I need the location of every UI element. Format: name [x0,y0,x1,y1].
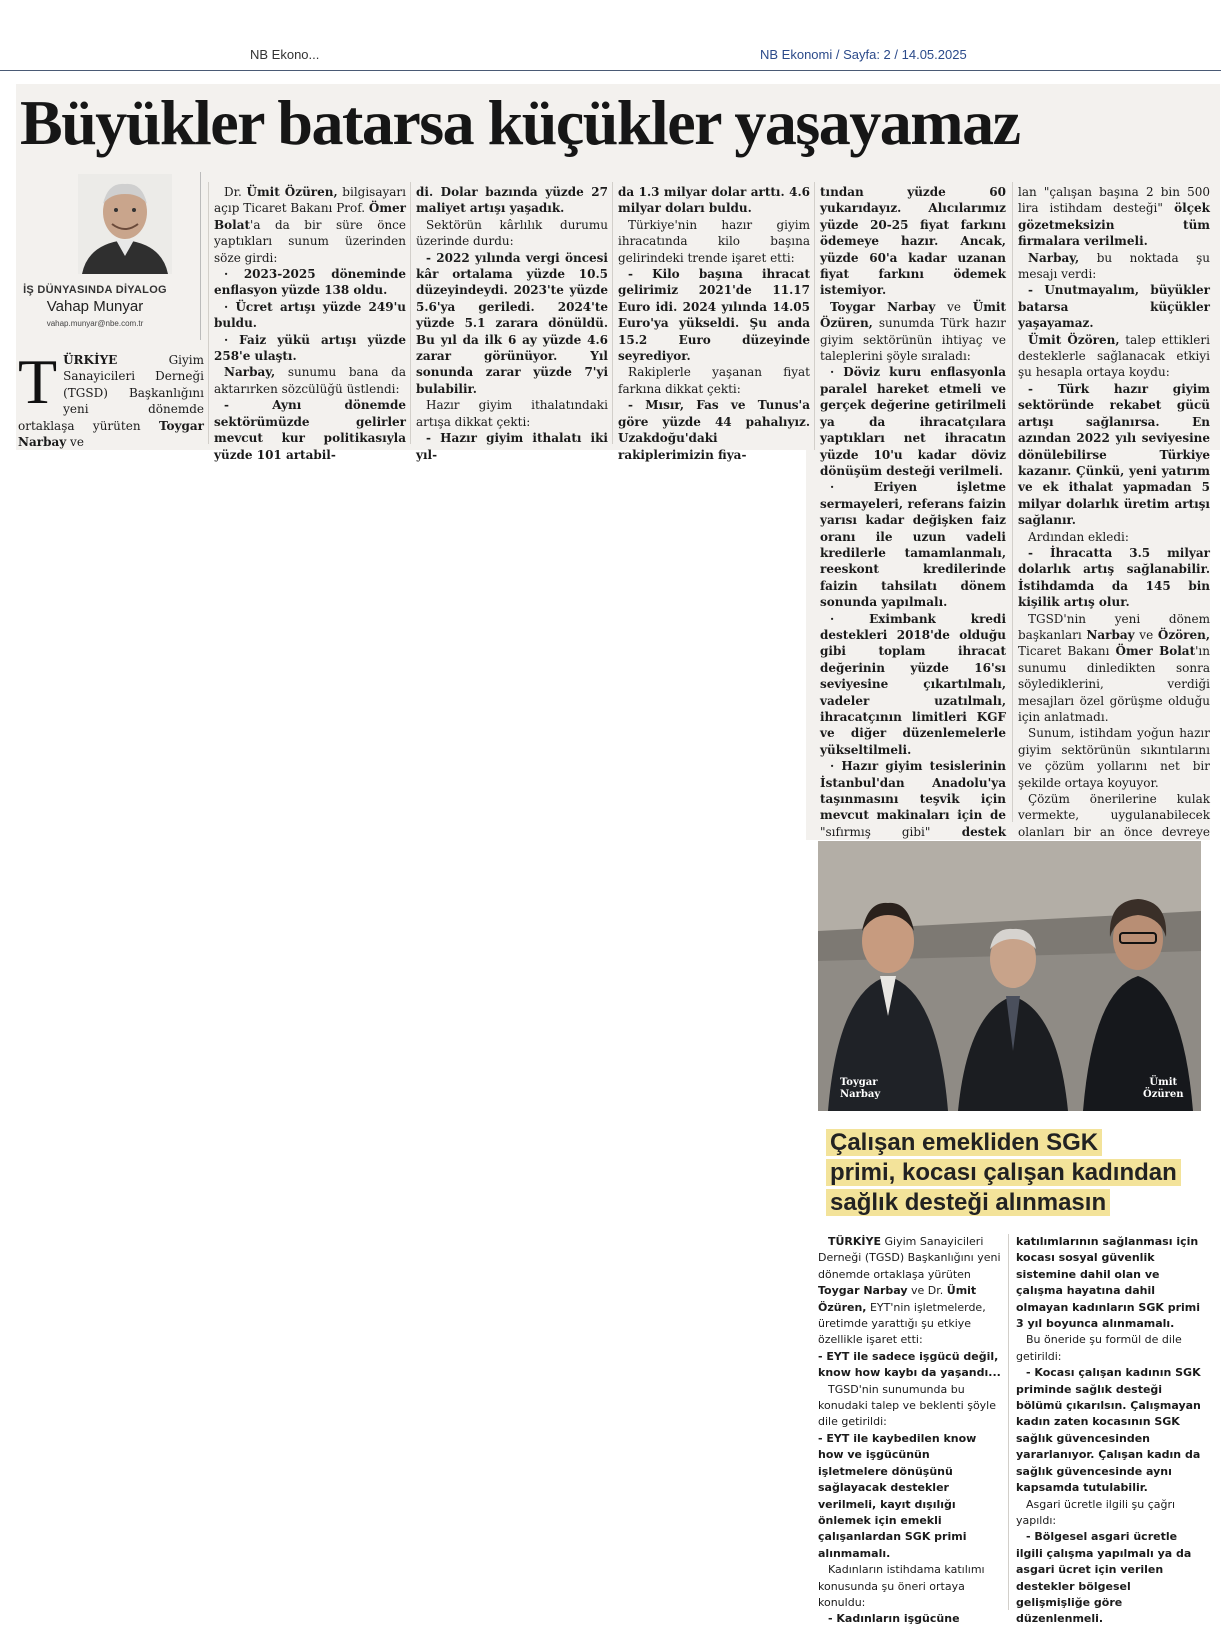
paragraph: di. Dolar bazında yüzde 27 maliyet artışı yaşadık. [416,185,608,216]
paragraph: Hazır giyim ithalatındaki artışa dikkat çekti: [416,398,608,429]
article-column-3 [416,184,608,462]
author-portrait [78,174,172,274]
paragraph: TÜRKİYE Giyim Sanayicileri Derneği (TGSD) Başkanlığını yeni dönemde ortaklaşa yürüten Toygar Narbay ve Dr. Ümit Özüren, EYT'nin işletmelerde, üretimde yarattığı şu etkiye özellikle işaret etti: [818,1235,1001,1347]
box-column-right [1016,1234,1206,1626]
paragraph: Sunum, istihdam yoğun hazır giyim sektörünün sıkıntılarını ve çözüm yollarını net bir şekilde ortaya koyuyor. [1018,726,1210,790]
paragraph: Dr. Ümit Özüren, bilgisayarı açıp Ticaret Bakanı Prof. Ömer Bolat'a da bir süre önce yaptıkları sunum üzerinden söze girdi: [214,185,407,265]
article-headline: Büyükler batarsa küçükler yaşayamaz [20,87,1020,158]
column-divider [1008,1234,1009,1610]
column-divider [1012,182,1013,822]
box-headline: Çalışan emekliden SGK primi, kocası çalışan kadından sağlık desteği alınmasın [826,1128,1206,1218]
paragraph: · Döviz kuru enflasyonla paralel hareket etmeli ve gerçek değerine getirilmeli ya da ihracatçılara yaptıkları net ihracatın yüzde 10'u kadar döviz dönüşüm desteği verilmeli. [820,365,1006,478]
paragraph: Asgari ücretle ilgili şu çağrı yapıldı: [1016,1497,1176,1527]
header-source-short: NB Ekono... [250,47,320,62]
paragraph: - Kadınların işgücüne [828,1612,960,1626]
paragraph: · Eriyen işletme sermayeleri, referans faizin yarısı kadar değişken faiz oranı ile uzun vadeli kredilerle tamamlanmalı, reeskont kredilerinde faizin tahsilatı dönem sonunda yapılmalı. [820,480,1006,610]
article-column-2 [214,184,407,462]
paragraph: katılımlarının sağlanması için kocası sosyal güvenlik sistemine dahil olan ve çalışma hayatına dahil olmayan kadınların SGK primi 3 yıl boyunca alınmamalı. [1016,1235,1200,1331]
page-header [0,0,1221,71]
paragraph: Narbay, bu noktada şu mesajı verdi: [1018,250,1210,282]
photo-caption-right: Ümit Özüren [1143,1077,1184,1100]
paragraph: - İhracatta 3.5 milyar dolarlık artış sağlanabilir. İstihdamda da 145 bin kişilik artış olur. [1018,545,1210,610]
paragraph: - Kocası çalışan kadının SGK priminde sağlık desteği bölümü çıkarılsın. Çalışmayan kadın zaten kocasının SGK sağlık güvencesinden yararlanıyor. Çalışan kadın da sağlık güvencesinde aynı kapsamda tutulabilir. [1016,1366,1201,1495]
author-box [20,172,201,340]
paragraph: - Hazır giyim ithalatı iki yıl- [416,431,608,462]
article-column-5 [820,184,1007,839]
news-photo [818,841,1201,1111]
paragraph: da 1.3 milyar dolar arttı. 4.6 milyar doları buldu. [618,185,810,216]
paragraph: - Bölgesel asgari ücretle ilgili çalışma yapılmalı ya da asgari ücret için verilen destekler bölgesel gelişmişliğe göre düzenlenmeli. [1016,1530,1192,1626]
paragraph: Ümit Özören, talep ettikleri desteklerle sağlanacak etkiyi şu hesapla ortaya koydu: [1018,332,1210,380]
paragraph: · Eximbank kredi destekleri 2018'de olduğu gibi toplam ihracat değerinin yüzde 16'sı seviyesine çıkartılmalı, vadeler uzatılmalı, ihracatçının limitleri KGF ve diğer düzenlemelerle yükseltilmeli. [820,611,1006,757]
paragraph: lan "çalışan başına 2 bin 500 lira istihdam desteği" ölçek gözetmeksizin tüm firmalara verilmeli. [1018,185,1211,249]
paragraph: Sektörün kârlılık durumu üzerinde durdu: [416,217,608,249]
column-tag: İŞ DÜNYASINDA DİYALOG [23,284,167,296]
column-divider [208,182,209,444]
paragraph: Türkiye'nin hazır giyim ihracatında kilo başına gelirindeki trende işaret etti: [618,217,810,265]
paragraph: · Faiz yükü artışı yüzde 258'e ulaştı. [214,332,406,364]
paragraph: Bu öneride şu formül de dile getirildi: [1016,1333,1182,1363]
paragraph: · 2023-2025 döneminde enflasyon yüzde 138 oldu. [214,267,406,298]
article-column-4 [618,184,810,462]
article-column-6 [1018,184,1211,839]
paragraph: tından yüzde 60 yukarıdayız. Alıcılarımız yüzde 20-25 fiyat farkını ödemeye hazır. Ancak, yüzde 60'a kadar uzanan fiyat farkını ödemek istemiyor. [820,185,1006,298]
article-lead-paragraph: TÜRKİYE Giyim Sanayicileri Derneği (TGSD) Başkanlığını yeni dönemde ortaklaşa yürüten Toygar Narbay ve [18,346,204,450]
paragraph: Ardından ekledi: [1028,529,1129,544]
paragraph: - EYT ile kaybedilen know how ve işgücünün işletmelere dönüşünü sağlayacak destekler verilmeli, kayıt dışılığı önlemek için emekli çalışanlardan SGK primi alınmamalı. [818,1431,977,1560]
paragraph: - Türk hazır giyim sektöründe rekabet gücü artışı sağlanırsa. En azından 2022 yılı seviyesine dönülebilirse Türkiye kazanır. Çünkü, yeni yatırım ve ek ithalat yapmadan 5 milyar dolarlık üretim artışı sağlanır. [1018,381,1210,528]
paragraph: Narbay, sunumu bana da aktarırken sözcülüğü üstlendi: [214,365,406,396]
photo-caption-left: Toygar Narbay [840,1077,881,1100]
paragraph: · Ücret artışı yüzde 249'u buldu. [214,299,406,331]
paragraph: Rakiplerle yaşanan fiyat farkına dikkat çekti: [618,365,810,396]
author-email: vahap.munyar@nbe.com.tr [46,319,144,328]
paragraph: - Unutmayalım, büyükler batarsa küçükler yaşayamaz. [1018,283,1210,331]
header-source-page-date: NB Ekonomi / Sayfa: 2 / 14.05.2025 [760,47,967,62]
paragraph: - 2022 yılında vergi öncesi kâr ortalama yüzde 10.5 düzeyindeydi. 2023'te yüzde 5.6'ya geriledi. 2024'te yüzde 5.1 zarara dönüldü. Bu yıl da ilk 6 ay yüzde 4.6 zarar görünüyor. Yıl sonunda zarar yüzde 7'yi bulabilir. [416,250,608,396]
paragraph: TGSD'nin sunumunda bu konudaki talep ve beklenti şöyle dile getirildi: [818,1382,997,1429]
column-divider [410,182,411,444]
paragraph: - EYT ile sadece işgücü değil, know how kaybı da yaşandı... [818,1349,1001,1380]
article-column-1 [18,346,204,450]
paragraph: TGSD'nin yeni dönem başkanları Narbay ve Özören, Ticaret Bakanı Ömer Bolat'ın sunumu dinledikten sonra söylediklerini, verdiği mesajları özel görüşme olduğu için anlatmadı. [1018,611,1211,724]
column-divider [612,182,613,444]
paragraph: - Mısır, Fas ve Tunus'a göre yüzde 44 pahalıyız. Uzakdoğu'daki rakiplerimizin fiya- [618,398,810,462]
paragraph: - Aynı dönemde sektörümüzde gelirler mevcut kur politikasıyla yüzde 101 artabil- [214,398,406,462]
author-name: Vahap Munyar [46,298,144,315]
paragraph: Kadınların istihdama katılımı konusunda şu öneri ortaya konuldu: [818,1563,985,1609]
photo-illustration [818,841,1201,1111]
paragraph: Toygar Narbay ve Ümit Özüren, sunumda Türk hazır giyim sektörünün ihtiyaç ve taleplerini şöyle sıraladı: [820,299,1006,364]
box-column-left [818,1234,1002,1626]
paragraph: - Kilo başına ihracat gelirimiz 2021'de 11.17 Euro idi. 2024 yılında 14.05 Euro'ya yükseldi. Şu anda 15.2 Euro düzeyinde seyrediyor. [618,267,810,364]
paragraph: · Hazır giyim tesislerinin İstanbul'dan Anadolu'ya taşınmasını teşvik için mevcut makinaları için de "sıfırmış gibi" destek [820,759,1007,839]
drop-cap: T [18,346,58,417]
paragraph: Çözüm önerilerine kulak vermekte, uygulanabilecek olanları bir an önce devreye [1018,792,1210,839]
